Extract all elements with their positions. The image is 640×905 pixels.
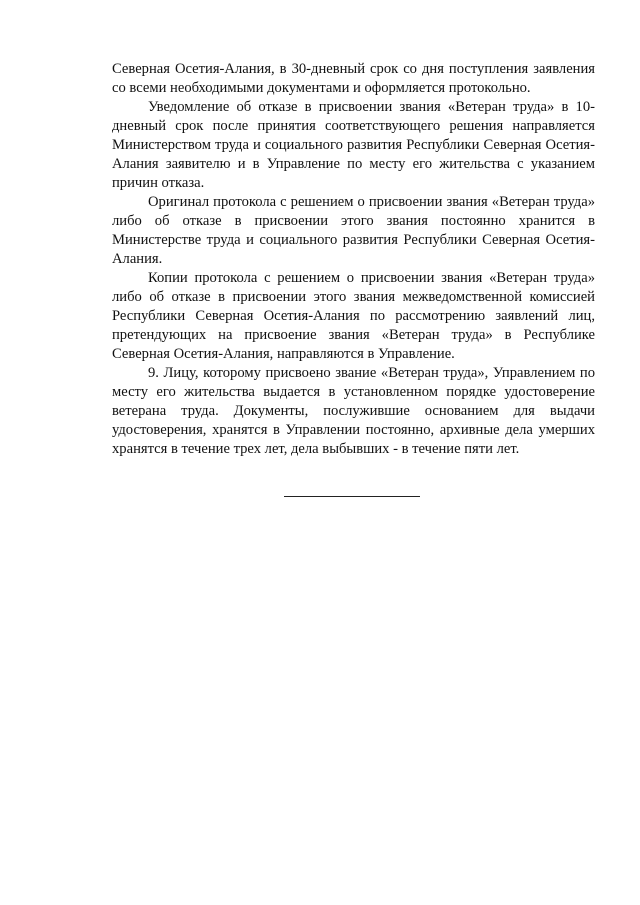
- paragraph-protocol-original: Оригинал протокола с решением о присвоении звания «Ветеран труда» либо об отказе в присвоении этого звания постоянно хранится в Министерстве труда и социального развития Республики Северная Осетия-Алания.: [112, 194, 595, 267]
- paragraph-refusal-notice: Уведомление об отказе в присвоении звания «Ветеран труда» в 10-дневный срок после принятия соответствующего решения направляется Министерством труда и социального развития Республики Северная Осетия-Алания заявителю и в Управление по месту его жительства с указанием причин отказа.: [112, 99, 595, 191]
- paragraph-item-9: 9. Лицу, которому присвоено звание «Ветеран труда», Управлением по месту его жительства выдается в установленном порядке удостоверение ветерана труда. Документы, послужившие основанием для выдачи удостоверения, хранятся в Управлении постоянно, архивные дела умерших хранятся в течение трех лет, дела выбывших - в течение пяти лет.: [112, 365, 595, 457]
- paragraph-protocol-copies: Копии протокола с решением о присвоении звания «Ветеран труда» либо об отказе в присвоении этого звания межведомственной комиссией Республики Северная Осетия-Алания по рассмотрению заявлений лиц, претендующих на присвоение звания «Ветеран труда» в Республике Северная Осетия-Алания, направляются в Управление.: [112, 270, 595, 362]
- end-separator-line: [284, 496, 420, 497]
- paragraph-continuation: Северная Осетия-Алания, в 30-дневный срок со дня поступления заявления со всеми необходимыми документами и оформляется протокольно.: [112, 61, 595, 96]
- document-body: [112, 60, 595, 459]
